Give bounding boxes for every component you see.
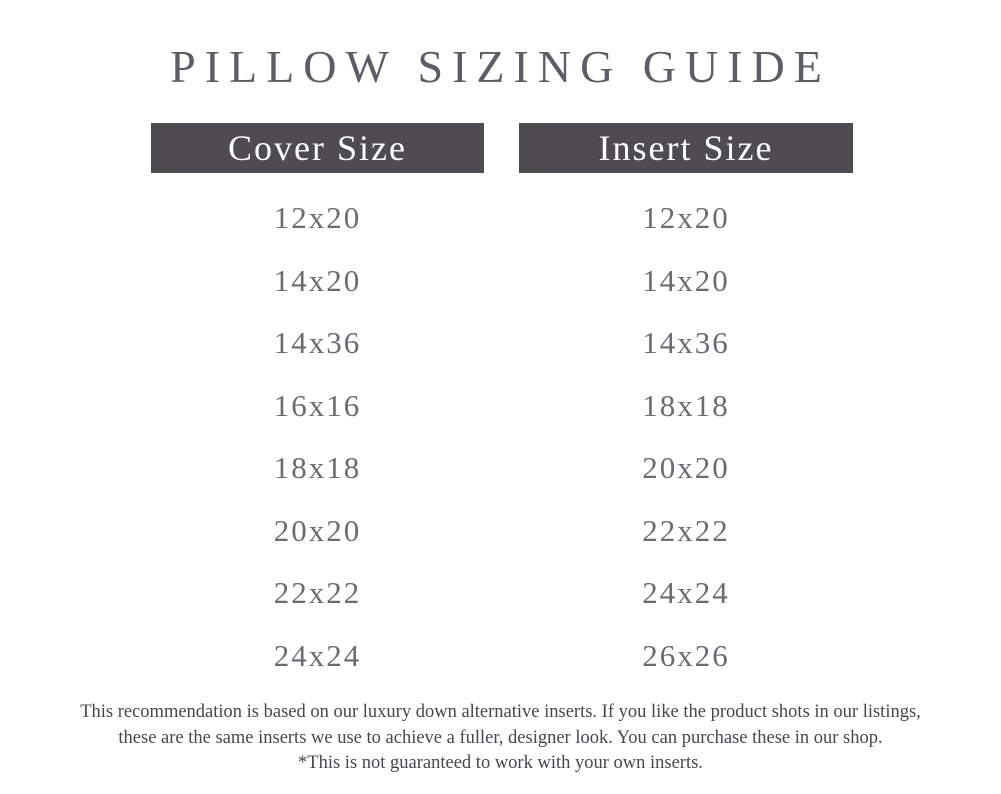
- cover-size-header: Cover Size: [151, 123, 484, 173]
- insert-size-rows: [519, 173, 853, 687]
- cover-size-value: 14x20: [273, 262, 362, 298]
- cover-size-column: [151, 123, 484, 687]
- insert-size-value: 26x26: [642, 637, 730, 673]
- cover-size-value: 14x36: [273, 325, 362, 361]
- insert-size-value: 22x22: [642, 512, 730, 548]
- footer-line-3: *This is not guaranteed to work with your own inserts.: [298, 753, 703, 773]
- insert-size-value: 14x36: [642, 325, 730, 361]
- insert-size-value: 18x18: [642, 387, 730, 423]
- sizing-table: [151, 123, 853, 687]
- insert-size-header: Insert Size: [519, 123, 853, 173]
- cover-size-value: 16x16: [273, 387, 362, 423]
- cover-size-value: 24x24: [273, 637, 362, 673]
- footer-note: [0, 700, 1001, 777]
- cover-size-value: 20x20: [273, 512, 362, 548]
- cover-size-value: 22x22: [273, 575, 362, 611]
- footer-line-1: This recommendation is based on our luxury down alternative inserts. If you like the product shots in our listings,: [80, 702, 921, 722]
- insert-size-value: 12x20: [642, 200, 730, 236]
- cover-size-value: 18x18: [273, 450, 362, 486]
- insert-size-column: [519, 123, 853, 687]
- insert-size-value: 20x20: [642, 450, 730, 486]
- cover-size-value: 12x20: [273, 200, 362, 236]
- insert-size-value: 14x20: [642, 262, 730, 298]
- cover-size-rows: [151, 173, 484, 687]
- footer-line-2: these are the same inserts we use to achieve a fuller, designer look. You can purchase these in our shop.: [118, 727, 883, 748]
- insert-size-value: 24x24: [642, 575, 730, 611]
- page-title: PILLOW SIZING GUIDE: [170, 41, 831, 92]
